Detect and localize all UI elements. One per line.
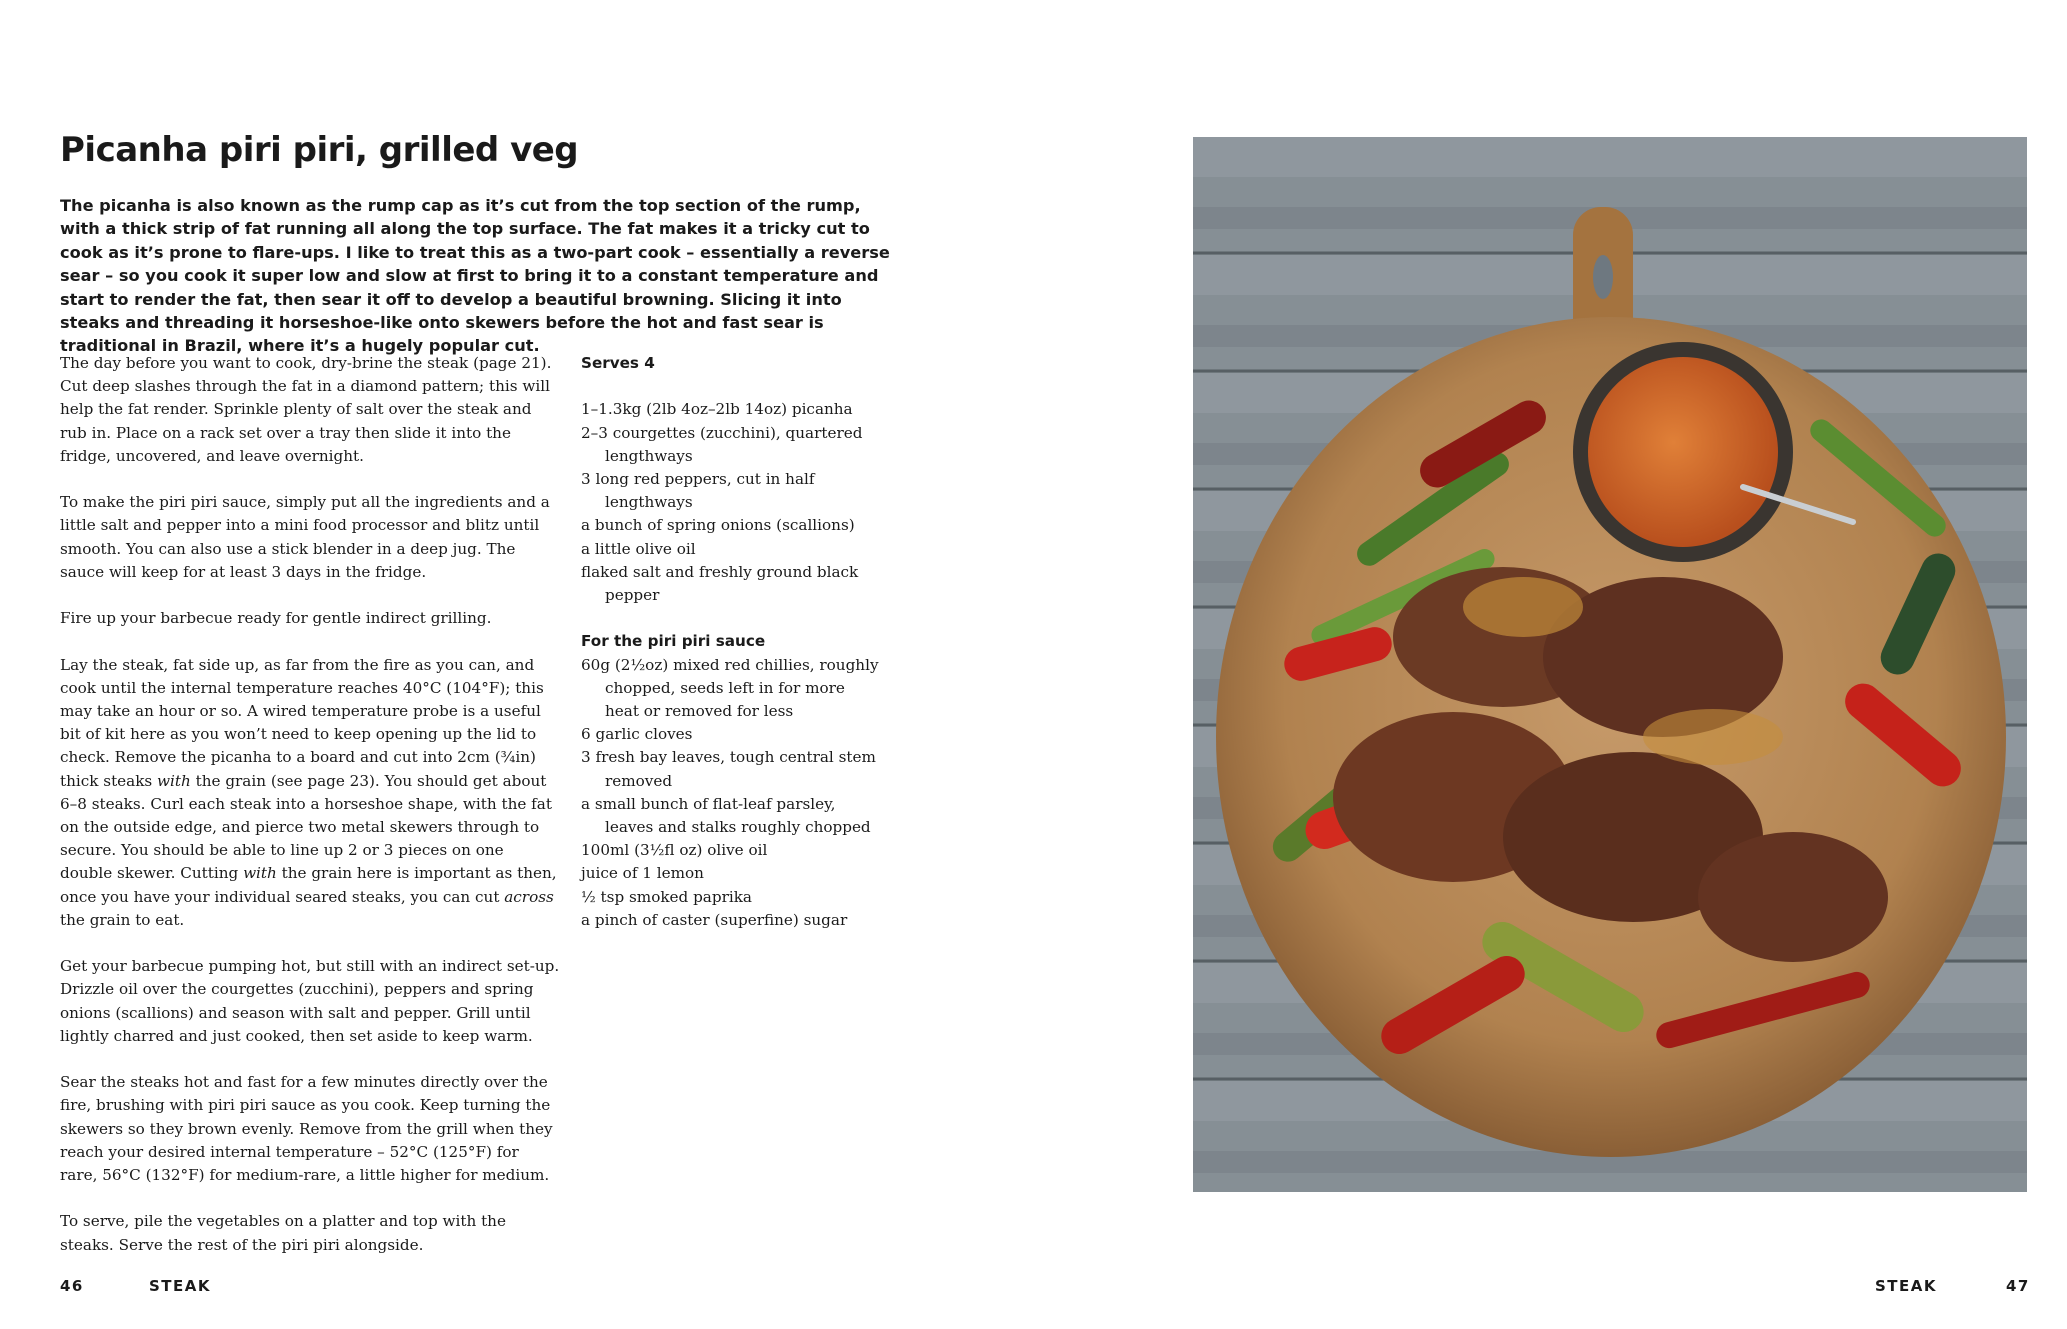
ingredient-item: 3 long red peppers, cut in half lengthways bbox=[581, 470, 815, 512]
ingredient-item: 6 garlic cloves bbox=[581, 725, 693, 744]
ingredient-item: 100ml (3½fl oz) olive oil bbox=[581, 841, 768, 860]
recipe-intro: The picanha is also known as the rump cap as it’s cut from the top section of the rump, with a thick strip of fat running all along the top surface. The fat makes it a tricky cut to cook as it’s prone to flare-ups. I like to treat this as a two-part cook – essentially a reverse sear – so you cook it super low and slow at first to bring it to a constant temperature and start to render the fat, then sear it off to develop a beautiful browning. Slicing it into steaks and threading it horseshoe-like onto skewers before the hot and fast sear is traditional in Brazil, where it’s a hugely popular cut. bbox=[60, 196, 890, 356]
recipe-title: Picanha piri piri, grilled veg bbox=[60, 130, 579, 170]
method-step-cook-steak bbox=[60, 654, 560, 932]
ingredient-item: ½ tsp smoked paprika bbox=[581, 887, 752, 906]
method-emphasis: with bbox=[243, 864, 277, 883]
ingredient-item: 2–3 courgettes (zucchini), quartered lengthways bbox=[581, 423, 863, 465]
method-step-grill-veg: Get your barbecue pumping hot, but still with an indirect set-up. Drizzle oil over the courgettes (zucchini), peppers and spring onions (scallions) and season with salt and pepper. Grill until lightly charred and just cooked, then set aside to keep warm. bbox=[60, 957, 560, 1045]
recipe-photo bbox=[1193, 137, 2027, 1192]
ingredient-item: flaked salt and freshly ground black pepper bbox=[581, 562, 859, 605]
method-text: the grain to eat. bbox=[60, 910, 185, 929]
method-step-serve: To serve, pile the vegetables on a platter and top with the steaks. Serve the rest of the piri piri alongside. bbox=[60, 1212, 506, 1254]
main-ingredients-list bbox=[581, 398, 881, 607]
method-emphasis: with bbox=[157, 771, 191, 790]
section-label-left: STEAK bbox=[149, 1277, 212, 1295]
serves-heading: Serves 4 bbox=[581, 354, 655, 372]
sauce-ingredients-list bbox=[581, 654, 881, 932]
ingredient-item: a bunch of spring onions (scallions) bbox=[581, 516, 855, 535]
section-label-right: STEAK bbox=[1875, 1277, 1938, 1295]
method-text: Lay the steak, fat side up, as far from the fire as you can, and cook until the internal temperature reaches 40°C (104°F); this may take an hour or so. A wired temperature probe is a useful bit of kit here as you won’t need to keep opening up the lid to check. Remove the picanha to a board and cut into 2cm (¾in) thick steaks bbox=[60, 655, 544, 790]
ingredient-item: 3 fresh bay leaves, tough central stem removed bbox=[581, 748, 876, 790]
method-column bbox=[60, 352, 560, 1280]
ingredient-item: a small bunch of flat-leaf parsley, leaves and stalks roughly chopped bbox=[581, 794, 871, 837]
page-number-right: 47 bbox=[2006, 1277, 2030, 1295]
ingredients-column bbox=[581, 352, 881, 955]
method-step-sear: Sear the steaks hot and fast for a few minutes directly over the fire, brushing with piri piri sauce as you cook. Keep turning the skewers so they brown evenly. Remove from the grill when they reach your desired internal temperature – 52°C (125°F) for rare, 56°C (132°F) for medium-rare, a little higher for medium. bbox=[60, 1073, 553, 1185]
ingredient-item: 60g (2½oz) mixed red chillies, roughly chopped, seeds left in for more heat or removed for less bbox=[581, 655, 879, 721]
method-step-dry-brine: The day before you want to cook, dry-brine the steak (page 21). Cut deep slashes through the fat in a diamond pattern; this will help the fat render. Sprinkle plenty of salt over the steak and rub in. Place on a rack set over a tray then slide it into the fridge, uncovered, and leave overnight. bbox=[60, 354, 552, 465]
ingredient-item: juice of 1 lemon bbox=[581, 864, 704, 883]
method-step-fire-up: Fire up your barbecue ready for gentle indirect grilling. bbox=[60, 609, 492, 628]
ingredient-item: 1–1.3kg (2lb 4oz–2lb 14oz) picanha bbox=[581, 400, 853, 419]
method-text: the grain (see page 23). You should get about 6–8 steaks. Curl each steak into a horseshoe shape, with the fat on the outside edge, and pierce two metal skewers through to secure. You should be able to line up 2 or 3 pieces on one double skewer. Cutting bbox=[60, 771, 552, 883]
sauce-heading: For the piri piri sauce bbox=[581, 632, 766, 651]
page-number-left: 46 bbox=[60, 1277, 84, 1295]
method-emphasis: across bbox=[504, 887, 554, 906]
ingredient-item: a little olive oil bbox=[581, 539, 696, 558]
method-text: the grain here is important as then, once you have your individual seared steaks, you can cut bbox=[60, 864, 557, 906]
ingredient-item: a pinch of caster (superfine) sugar bbox=[581, 910, 848, 929]
method-step-sauce: To make the piri piri sauce, simply put all the ingredients and a little salt and pepper into a mini food processor and blitz until smooth. You can also use a stick blender in a deep jug. The sauce will keep for at least 3 days in the fridge. bbox=[60, 493, 550, 581]
